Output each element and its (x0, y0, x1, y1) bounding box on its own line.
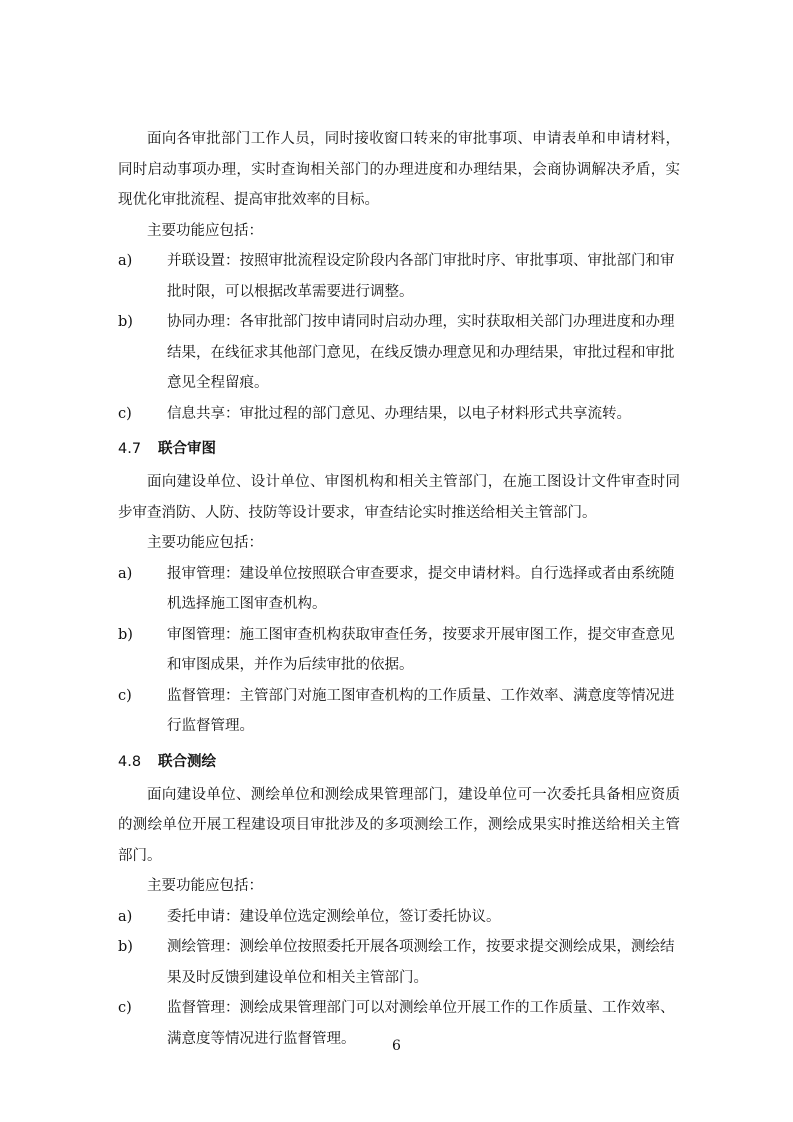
list-item-text: 审图管理：施工图审查机构获取审查任务，按要求开展审图工作，提交审查意见和审图成果，并作为后续审批的依据。 (167, 626, 675, 673)
section-lead: 主要功能应包括： (147, 878, 263, 894)
section-heading (118, 431, 680, 467)
section-paragraph: 面向建设单位、测绘单位和测绘成果管理部门，建设单位可一次委托具备相应资质的测绘单位开展工程建设项目审批涉及的多项测绘工作，测绘成果实时推送给相关主管部门。 (118, 786, 680, 864)
list-item (118, 620, 680, 681)
list-marker: b) (118, 939, 133, 955)
list-item-text: 测绘管理：测绘单位按照委托开展各项测绘工作，按要求提交测绘成果，测绘结果及时反馈到建设单位和相关主管部门。 (167, 939, 675, 986)
list-marker: a) (118, 908, 133, 925)
list-item-text: 监督管理：主管部门对施工图审查机构的工作质量、工作效率、满意度等情况进行监督管理。 (167, 687, 675, 734)
list-item-text: 并联设置：按照审批流程设定阶段内各部门审批时序、审批事项、审批部门和审批时限，可以根据改革需要进行调整。 (167, 253, 675, 300)
list-marker: c) (118, 1000, 132, 1016)
list-marker: c) (118, 405, 132, 422)
list-item-text: 报审管理：建设单位按照联合审查要求，提交申请材料。自行选择或者由系统随机选择施工图审查机构。 (167, 565, 675, 612)
list-item (118, 932, 680, 993)
intro-paragraph: 面向各审批部门工作人员，同时接收窗口转来的审批事项、申请表单和申请材料，同时启动事项办理，实时查询相关部门的办理进度和办理结果，会商协调解决矛盾，实现优化审批流程、提高审批效率的目标。 (118, 131, 680, 208)
section-number: 4.8 (118, 753, 142, 770)
page-number: 6 (392, 1038, 401, 1054)
list-item-text: 信息共享：审批过程的部门意见、办理结果，以电子材料形式共享流转。 (167, 405, 631, 422)
list-item (118, 399, 680, 430)
section-number: 4.7 (118, 441, 142, 457)
section-paragraph: 面向建设单位、设计单位、审图机构和相关主管部门，在施工图设计文件审查时同步审查消防、人防、技防等设计要求，审查结论实时推送给相关主管部门。 (118, 474, 680, 521)
intro-block (118, 124, 680, 429)
list-item (118, 307, 680, 399)
list-marker: b) (118, 626, 133, 643)
section-heading (118, 744, 680, 780)
list-item (118, 902, 680, 933)
list-marker: c) (118, 687, 132, 704)
list-item-text: 监督管理：测绘成果管理部门可以对测绘单位开展工作的工作质量、工作效率、满意度等情况进行监督管理。 (167, 1000, 675, 1047)
section-title: 联合审图 (158, 441, 216, 457)
section-title: 联合测绘 (158, 753, 216, 770)
list-marker: a) (118, 565, 133, 582)
intro-lead: 主要功能应包括： (147, 222, 263, 239)
page-content (118, 124, 680, 1054)
section-4-8 (118, 744, 680, 1055)
list-item (118, 681, 680, 742)
list-item (118, 559, 680, 620)
list-item-text: 委托申请：建设单位选定测绘单位，签订委托协议。 (167, 908, 501, 925)
list-item (118, 246, 680, 307)
list-marker: b) (118, 314, 133, 330)
section-4-7 (118, 431, 680, 742)
section-lead: 主要功能应包括： (147, 535, 263, 551)
list-marker: a) (118, 253, 133, 269)
list-item-text: 协同办理：各审批部门按申请同时启动办理，实时获取相关部门办理进度和办理结果，在线征求其他部门意见，在线反馈办理意见和办理结果，审批过程和审批意见全程留痕。 (167, 314, 675, 391)
